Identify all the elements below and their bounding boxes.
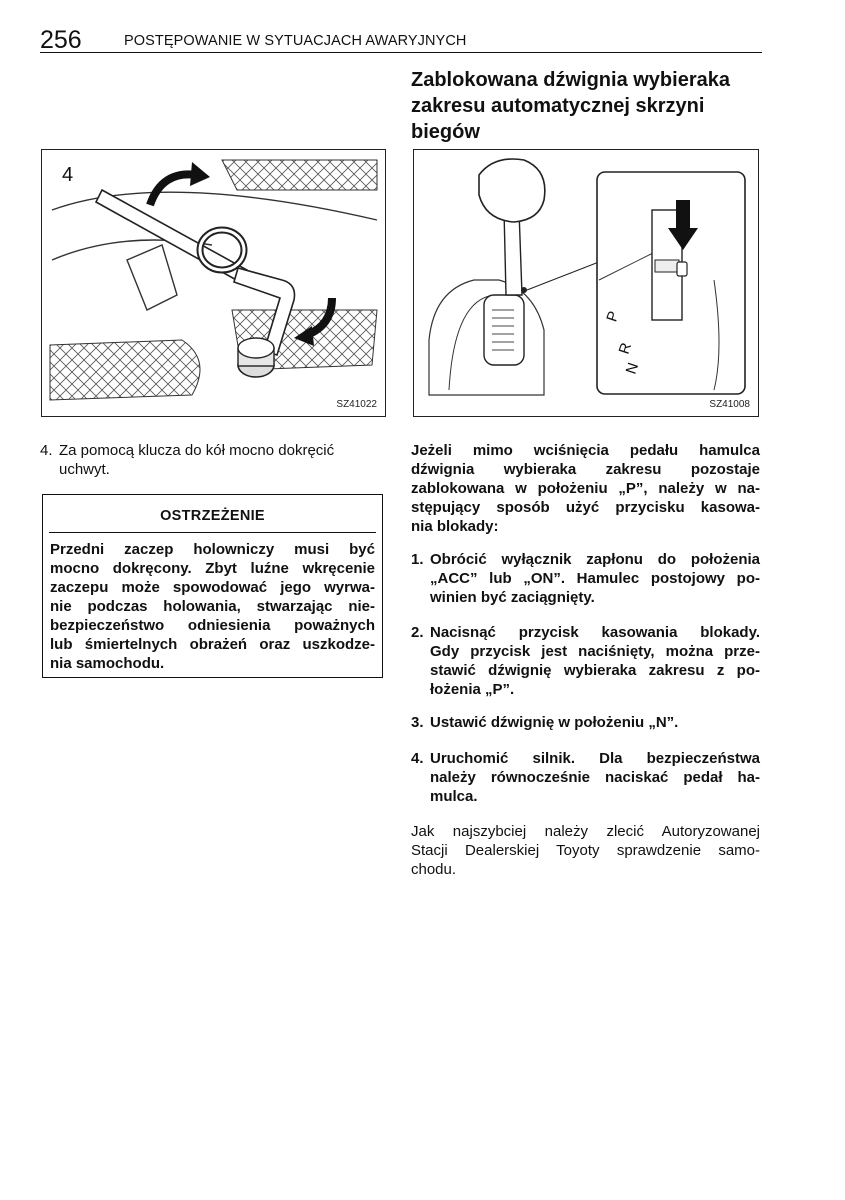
gear-letter-r: R	[615, 340, 636, 357]
intro-line: nia blokady:	[411, 518, 499, 535]
gear-letter-n: N	[622, 360, 643, 377]
section-title-line: Zablokowana dźwignia wybieraka	[411, 69, 730, 91]
warning-line: nia samochodu.	[50, 655, 165, 672]
warning-line: nie podczas holowania, stwarzając nie-	[50, 598, 375, 615]
tow-step-4	[40, 441, 390, 479]
procedure-step-2	[411, 623, 760, 699]
warning-line: lub śmiertelnych obrażeń oraz uszkodze-	[50, 636, 375, 653]
step-number: 1.	[411, 551, 424, 568]
warning-line: Przedni zaczep holowniczy musi być	[50, 541, 375, 558]
intro-line: Jeżeli mimo wciśnięcia pedału hamulca	[411, 442, 760, 459]
page-number: 256	[40, 26, 82, 54]
header-rule	[40, 52, 762, 53]
warning-line: zaczepu może spowodować jego wyrwa-	[50, 579, 375, 596]
running-header: POSTĘPOWANIE W SYTUACJACH AWARYJNYCH	[124, 33, 467, 49]
step-text-line: mulca.	[430, 788, 478, 805]
closing-line: Jak najszybciej należy zlecić Autoryzowanej	[411, 823, 760, 840]
closing-line: chodu.	[411, 861, 457, 878]
intro-line: dźwignia wybieraka zakresu pozostaje	[411, 461, 760, 478]
warning-line: mocno dokręcony. Zbyt luźne wkręcenie	[50, 560, 375, 577]
step-number: 2.	[411, 624, 424, 641]
figure-code: SZ41008	[709, 399, 750, 410]
step-number: 4.	[411, 750, 424, 767]
shift-lock-illustration	[413, 149, 759, 417]
section-title-line: biegów	[411, 121, 480, 143]
closing-paragraph	[411, 822, 760, 879]
shift-lever-drawing	[414, 150, 758, 416]
step-text-line: uchwyt.	[59, 461, 110, 478]
procedure-step-1	[411, 550, 760, 607]
step-text-line: stawić dźwignię wybieraka zakresu z po-	[430, 662, 760, 679]
step-text-line: Ustawić dźwignię w położeniu „N”.	[430, 714, 679, 731]
step-text-line: winien być zaciągnięty.	[430, 589, 595, 606]
figure-step-label: 4	[62, 164, 74, 186]
step-text-line: Obrócić wyłącznik zapłonu do położenia	[430, 551, 760, 568]
warning-box	[42, 494, 383, 678]
step-text-line: Za pomocą klucza do kół mocno dokręcić	[59, 442, 335, 459]
tow-hook-illustration	[41, 149, 386, 417]
step-number: 3.	[411, 714, 424, 731]
tow-hook-drawing	[42, 150, 385, 416]
gear-letter-p: P	[603, 309, 623, 324]
step-text-line: Nacisnąć przycisk kasowania blokady.	[430, 624, 760, 641]
closing-line: Stacji Dealerskiej Toyoty sprawdzenie samo-	[411, 842, 760, 859]
section-title	[411, 67, 761, 145]
step-number: 4.	[40, 442, 53, 459]
section-title-line: zakresu automatycznej skrzyni	[411, 95, 705, 117]
warning-text	[50, 540, 375, 673]
step-text-line: należy równocześnie naciskać pedał ha-	[430, 769, 760, 786]
warning-divider	[49, 532, 376, 533]
intro-paragraph	[411, 441, 760, 536]
step-text-line: „ACC” lub „ON”. Hamulec postojowy po-	[430, 570, 760, 587]
intro-line: stępujący sposób użyć przycisku kasowa-	[411, 499, 760, 516]
warning-line: bezpieczeństwo odniesienia poważnych	[50, 617, 375, 634]
procedure-step-3	[411, 713, 760, 732]
procedure-step-4	[411, 749, 760, 806]
figure-code: SZ41022	[336, 399, 377, 410]
warning-title: OSTRZEŻENIE	[160, 508, 265, 524]
intro-line: zablokowana w położeniu „P”, należy w na-	[411, 480, 760, 497]
step-text-line: Gdy przycisk jest naciśnięty, można prze-	[430, 643, 760, 660]
step-text-line: Uruchomić silnik. Dla bezpieczeństwa	[430, 750, 760, 767]
step-text-line: łożenia „P”.	[430, 681, 515, 698]
